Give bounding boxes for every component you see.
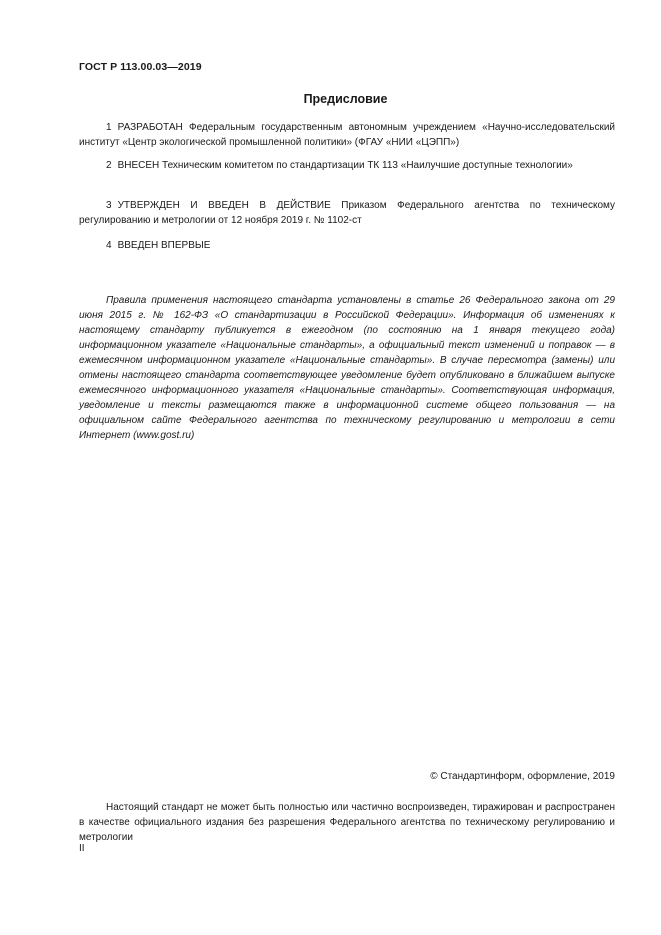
item-number: 3 <box>106 200 112 211</box>
preface-item-first-introduced <box>79 238 615 253</box>
preface-item-approved <box>79 198 615 228</box>
item-number: 2 <box>106 160 112 171</box>
application-rules-notice: Правила применения настоящего стандарта установлены в статье 26 Федерального закона от 29 июня 2015 г. № 162-ФЗ «О стандартизации в Российской Федерации». Информация об изменениях к настоящему стандарту публикуется в ежегодном (по состоянию на 1 января текущего года) информационном указателе «Национальные стандарты», а официальный текст изменений и поправок — в ежемесячном информационном указателе «Национальные стандарты». В случае пересмотра (замены) или отмены настоящего стандарта соответствующее уведомление будет опубликовано в ближайшем выпуске ежемесячного информационного указателя «Национальные стандарты». Соответствующая информация, уведомление и тексты размещаются также в информационной системе общего пользования — на официальном сайте Федерального агентства по техническому регулированию и метрологии в сети Интернет (www.gost.ru) <box>79 295 615 441</box>
page-number: II <box>79 843 85 854</box>
item-text: РАЗРАБОТАН Федеральным государственным автономным учреждением «Научно-исследовательский институт «Центр экологической промышленной политики» (ФГАУ «НИИ «ЦЭПП») <box>79 122 615 148</box>
reproduction-restriction-note: Настоящий стандарт не может быть полностью или частично воспроизведен, тиражирован и распространен в качестве официального издания без разрешения Федерального агентства по техническому регулированию и метрологии <box>79 802 615 843</box>
item-text: ВВЕДЕН ВПЕРВЫЕ <box>117 240 211 251</box>
item-text: УТВЕРЖДЕН И ВВЕДЕН В ДЕЙСТВИЕ Приказом Федерального агентства по техническому регулированию и метрологии от 12 ноября 2019 г. № 1102-ст <box>79 200 615 226</box>
item-number: 1 <box>106 122 112 133</box>
item-number: 4 <box>106 240 112 251</box>
preface-item-introduced <box>79 158 615 173</box>
preface-item-developed <box>79 120 615 150</box>
copyright-line: © Стандартинформ, оформление, 2019 <box>430 771 615 782</box>
item-text: ВНЕСЕН Техническим комитетом по стандартизации ТК 113 «Наилучшие доступные технологии» <box>117 160 573 171</box>
standard-code-header: ГОСТ Р 113.00.03—2019 <box>79 61 202 73</box>
preface-title: Предисловие <box>303 92 388 106</box>
